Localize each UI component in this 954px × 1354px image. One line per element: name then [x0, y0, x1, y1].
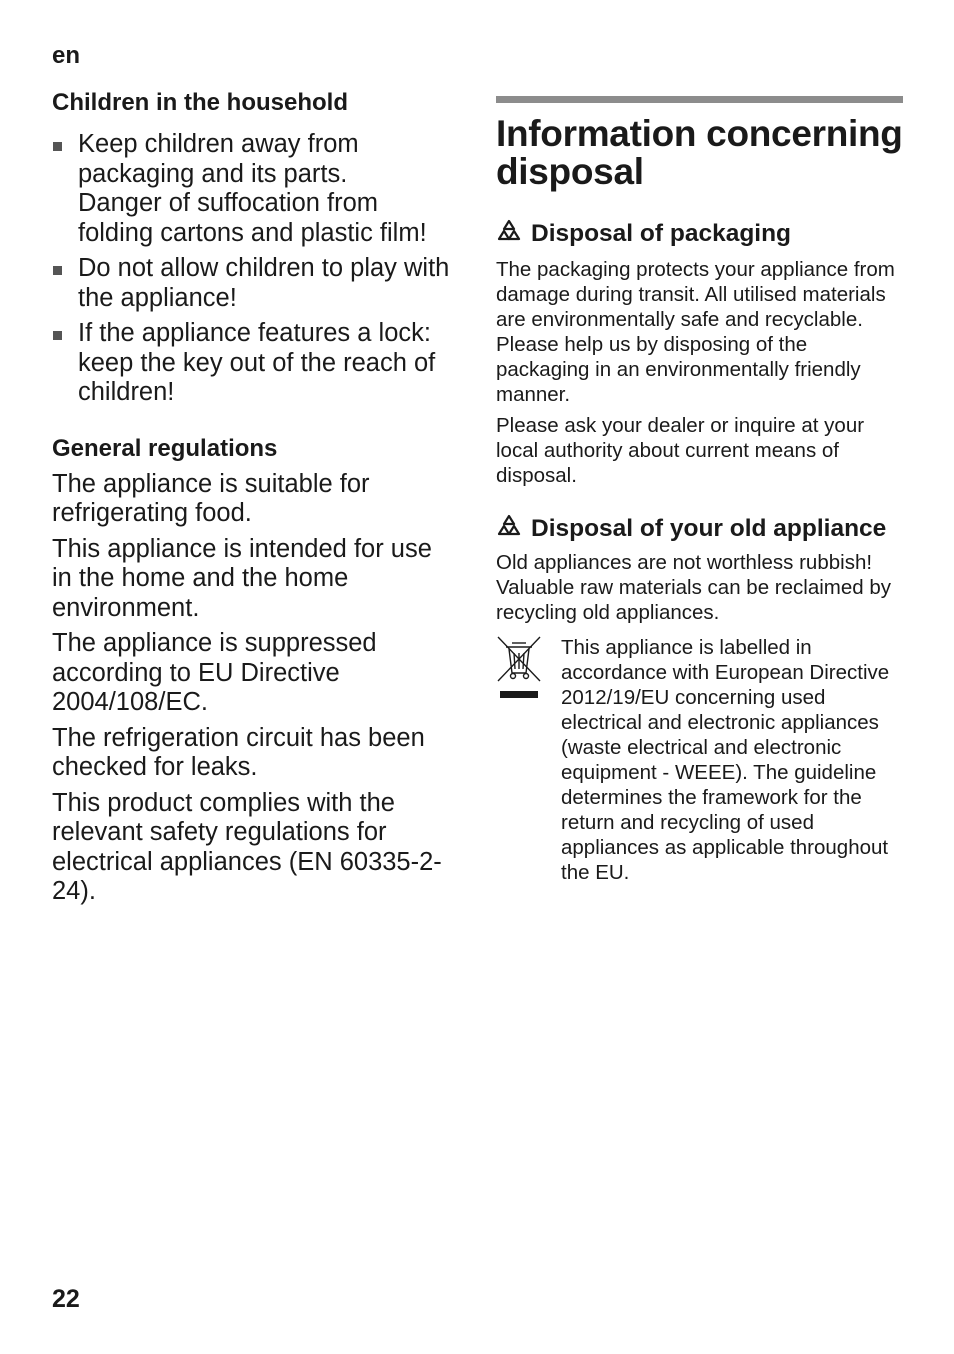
- packaging-heading-text: Disposal of packaging: [531, 220, 792, 247]
- list-item: [52, 319, 452, 408]
- general-paragraph: The appliance is suppressed according to EU Directive 2004/108/EC.: [52, 629, 377, 716]
- right-column: [496, 96, 904, 885]
- packaging-heading: [496, 219, 904, 249]
- language-code: en: [52, 42, 81, 69]
- general-paragraph: This product complies with the relevant safety regulations for electrical appliances (EN 60335-2-24).: [52, 788, 442, 905]
- weee-notice: [496, 635, 904, 885]
- recycle-icon: [496, 219, 522, 245]
- general-paragraph: The refrigeration circuit has been checked for leaks.: [52, 723, 425, 781]
- old-appliance-paragraph: Old appliances are not worthless rubbish! Valuable raw materials can be reclaimed by recycling old appliances.: [496, 551, 892, 624]
- section-rule: [496, 96, 903, 103]
- list-item: [52, 254, 452, 313]
- weee-text: This appliance is labelled in accordance with European Directive 2012/19/EU concerning used electrical and electronic appliances (waste electrical and electronic equipment - WEEE). The guideline determines the framework for the return and recycling of used appliances as applicable throughout the EU.: [561, 636, 890, 884]
- square-bullet-icon: [53, 142, 62, 151]
- list-item: [52, 130, 452, 248]
- old-appliance-heading: [496, 514, 904, 544]
- list-item-line: Do not allow children to play with the appliance!: [78, 254, 450, 312]
- general-paragraph: The appliance is suitable for refrigerating food.: [52, 469, 370, 527]
- list-item-line: Danger of suffocation from folding cartons and plastic film!: [78, 189, 427, 247]
- children-heading: Children in the household: [52, 89, 348, 116]
- general-regulations-heading: General regulations: [52, 434, 278, 462]
- list-item-line: If the appliance features a lock:: [78, 319, 431, 347]
- square-bullet-icon: [53, 331, 62, 340]
- packaging-paragraph: Please ask your dealer or inquire at your local authority about current means of disposal.: [496, 414, 865, 487]
- left-column: [52, 88, 452, 907]
- crossed-out-wheelie-bin-icon: [496, 635, 542, 701]
- packaging-paragraph: The packaging protects your appliance from damage during transit. All utilised materials are environmentally safe and recyclable. Please help us by disposing of the packaging in an environmentally friendly manner.: [496, 258, 895, 406]
- square-bullet-icon: [53, 266, 62, 275]
- old-appliance-heading-text: Disposal of your old appliance: [531, 515, 887, 542]
- page-number: 22: [52, 1285, 80, 1313]
- list-item-line: keep the key out of the reach of children!: [78, 348, 436, 406]
- children-bullet-list: [52, 130, 452, 408]
- recycle-icon: [496, 514, 522, 540]
- disposal-section-title: Information concerning disposal: [496, 113, 903, 192]
- list-item-line: Keep children away from packaging and its parts.: [78, 130, 359, 188]
- general-paragraph: This appliance is intended for use in the home and the home environment.: [52, 534, 432, 622]
